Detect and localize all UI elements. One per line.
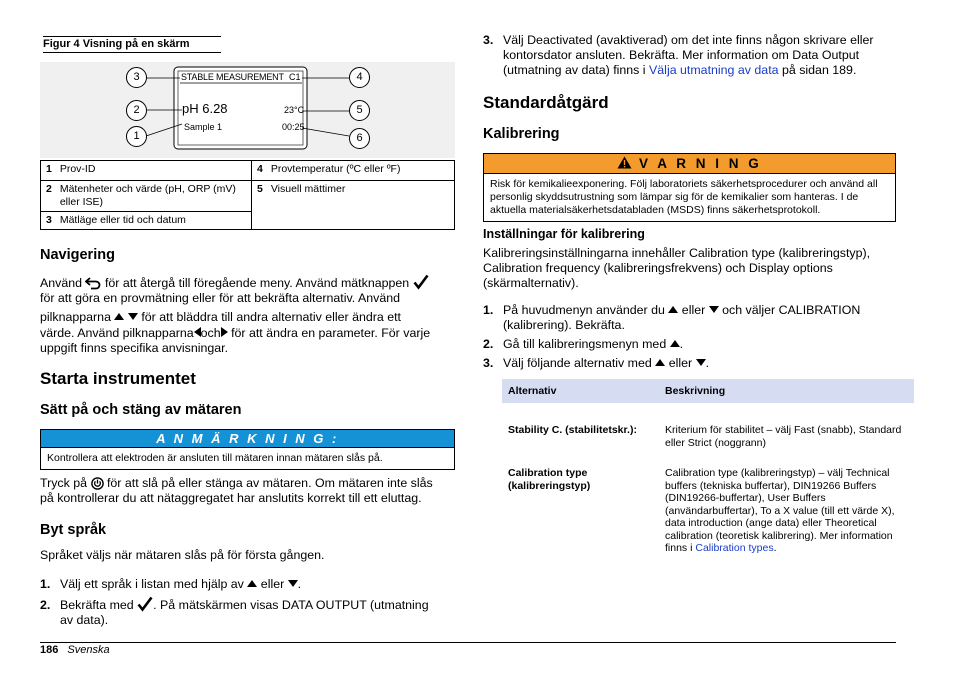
navigation-heading: Navigering	[40, 247, 115, 263]
note-text: Kontrollera att elektroden är ansluten till mätaren innan mätaren slås på.	[40, 447, 455, 470]
calibration-settings-heading: Inställningar för kalibrering	[483, 227, 645, 241]
calibration-intro: Kalibreringsinställningarna innehåller Calibration type (kalibreringstyp), Calibration frequency (kalibreringsfrekvens) och Display options (skärmalternativ).	[483, 246, 871, 291]
arrow-down-icon	[709, 306, 719, 313]
navigation-text: Använd för att återgå till föregående meny. Använd mätknappen för att göra en provmätning eller för att bekräfta alternativ. Använd pilknapparna för att bläddra till andra alternativ eller ändra ett värde. Använd pilknapparna och för att ändra en parameter. För varje uppgift finns specifika anvisningar.	[40, 276, 431, 355]
callout-3: 3	[126, 67, 147, 88]
arrow-up-icon	[668, 306, 678, 313]
arrow-up-icon	[247, 580, 257, 587]
arrow-up-icon	[114, 313, 124, 320]
display-figure	[40, 62, 455, 158]
footer-language: Svenska	[67, 644, 110, 656]
display-timer: 00:25	[282, 122, 305, 132]
table-row: 2 Mätenheter och värde (pH, ORP (mV) eller ISE) 5 Visuell mättimer	[41, 181, 455, 212]
arrow-up-icon	[655, 359, 665, 366]
language-heading: Byt språk	[40, 522, 107, 538]
arrow-right-icon	[221, 327, 228, 337]
power-heading: Sätt på och stäng av mätaren	[40, 402, 242, 418]
arrow-down-icon	[128, 313, 138, 320]
display-ph-value: pH 6.28	[182, 101, 228, 116]
callout-1: 1	[126, 126, 147, 147]
note-box	[40, 429, 455, 470]
callout-4: 4	[349, 67, 370, 88]
warning-header: V A R N I N G	[483, 153, 896, 173]
display-sample-id: Sample 1	[184, 122, 223, 132]
language-step-2: 2. Bekräfta med . På mätskärmen visas DATA OUTPUT (utmatning av data).	[40, 598, 429, 628]
display-channel: C1	[289, 72, 301, 82]
figure-legend-table	[40, 160, 455, 230]
table-header-row	[502, 379, 914, 403]
table-row: 1 Prov-ID 4 Provtemperatur (ºC eller ºF)	[41, 161, 455, 181]
language-intro: Språket väljs när mätaren slås på för första gången.	[40, 548, 325, 562]
data-output-step-3: 3. Välj Deactivated (avaktiverad) om det inte finns någon skrivare eller kontorsdator ansluten. Bekräfta. Mer information om Data Output (utmatning av data) finns i Välja utmatning av data på sidan 189.	[483, 33, 874, 78]
warning-icon	[617, 156, 632, 169]
warning-text: Risk för kemikalieexponering. Följ laboratoriets säkerhetsprocedurer och använd all personlig skyddsutrustning som lämpar sig för de kemikalier som hanteras. I de aktuella materialsäkerhetsdatabladen (MSDS) finns säkerhetsprotokoll.	[483, 173, 896, 222]
table-row: Stability C. (stabilitetskr.): Kriterium för stabilitet – välj Fast (snabb), Standard eller Strict (noggrann)	[508, 424, 902, 449]
calibration-step-3: 3. Välj följande alternativ med eller .	[483, 356, 710, 370]
standard-procedure-heading: Standardåtgärd	[483, 93, 609, 112]
calibration-heading: Kalibrering	[483, 126, 560, 142]
callout-5: 5	[349, 100, 370, 121]
footer-rule	[40, 642, 896, 643]
calibration-options-table	[502, 379, 914, 561]
arrow-left-icon	[194, 327, 201, 337]
table-row: 3 Mätläge eller tid och datum	[41, 212, 455, 230]
power-icon	[91, 477, 104, 490]
callout-6: 6	[349, 128, 370, 149]
back-icon	[85, 276, 101, 290]
link-calibration-types[interactable]: Calibration types	[695, 542, 774, 554]
arrow-down-icon	[696, 359, 706, 366]
figure-caption: Figur 4 Visning på en skärm	[43, 36, 221, 53]
callout-2: 2	[126, 100, 147, 121]
footer	[40, 644, 110, 656]
checkmark-icon	[137, 596, 153, 612]
start-heading: Starta instrumentet	[40, 369, 196, 388]
language-step-1: 1. Välj ett språk i listan med hjälp av eller .	[40, 577, 302, 591]
power-text: Tryck på för att slå på eller stänga av mätaren. Om mätaren inte slås på kontrollerar du att nätaggregatet har anslutits korrekt till ett eluttag.	[40, 476, 433, 506]
link-data-output[interactable]: Välja utmatning av data	[649, 63, 779, 78]
note-header: A N M Ä R K N I N G :	[40, 429, 455, 447]
warning-box	[483, 153, 896, 222]
table-row: Calibration type (kalibreringstyp) Calibration type (kalibreringstyp) – välj Technical buffers (tekniska buffertar), DIN19266 Buffers (DIN19266-buffertar), User Buffers (användarbuffertar), To a X value (till ett värde X), data introduction (ange data) eller Theoretical calibration (teoretisk kalibrering). Mer information finns i Calibration types.	[508, 467, 895, 554]
column-header-option: Alternativ	[502, 379, 659, 403]
arrow-down-icon	[288, 580, 298, 587]
page-number: 186	[40, 644, 59, 656]
calibration-step-1: 1. På huvudmenyn använder du eller och väljer CALIBRATION (kalibrering). Bekräfta.	[483, 303, 861, 333]
display-temperature: 23°C	[284, 105, 305, 115]
checkmark-icon	[413, 274, 429, 290]
display-status: STABLE MEASUREMENT	[181, 72, 284, 82]
arrow-up-icon	[670, 340, 680, 347]
column-header-description: Beskrivning	[659, 379, 914, 403]
calibration-step-2: 2. Gå till kalibreringsmenyn med .	[483, 337, 684, 351]
